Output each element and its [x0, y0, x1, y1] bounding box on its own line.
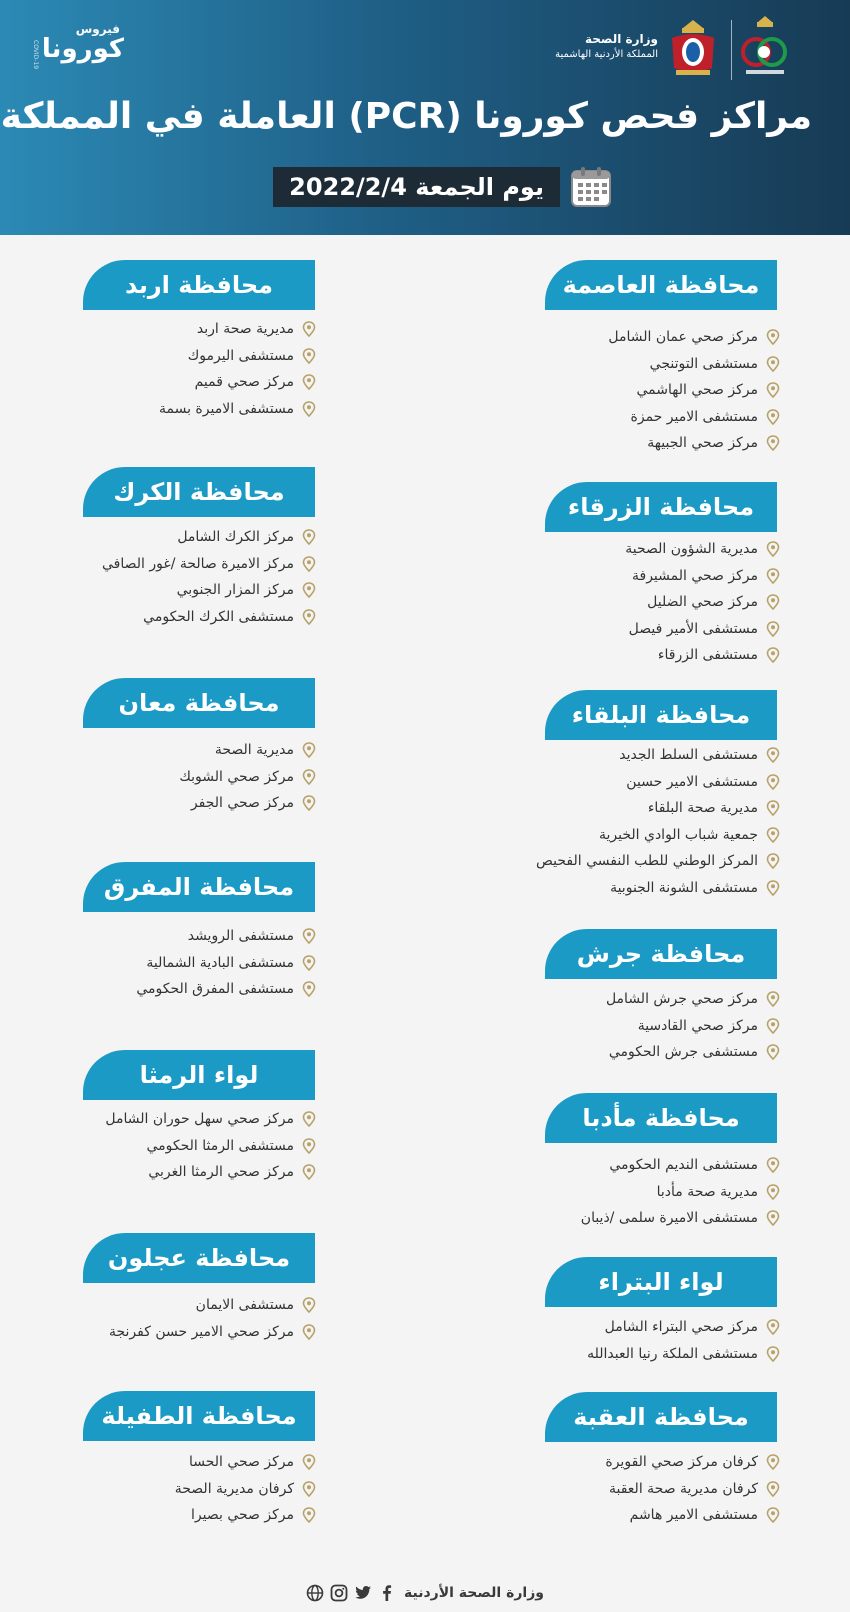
list-item	[105, 1106, 316, 1133]
calendar-icon	[570, 166, 612, 208]
list-item	[608, 404, 780, 431]
region-header-ajloun: محافظة عجلون	[83, 1233, 315, 1283]
location-pin-icon	[766, 1018, 780, 1034]
list-item-text: مديرية الشؤون الصحية	[625, 541, 758, 558]
list-item	[175, 1449, 316, 1476]
region-header-petra: لواء البتراء	[545, 1257, 777, 1307]
location-pin-icon	[302, 609, 316, 625]
list-item	[536, 875, 780, 902]
corona-logo-tag: COVID-19	[32, 40, 39, 70]
list-item-text: مركز صحي الحسا	[188, 1454, 294, 1471]
region-header-jerash: محافظة جرش	[545, 929, 777, 979]
centenary-emblem-icon	[740, 16, 790, 80]
location-pin-icon	[766, 1454, 780, 1470]
location-pin-icon	[302, 928, 316, 944]
list-item	[175, 1502, 316, 1529]
region-list-ajloun	[109, 1292, 316, 1345]
list-item-text: كرفان مديرية صحة العقبة	[608, 1480, 758, 1497]
list-item-text: مديرية صحة اربد	[196, 321, 294, 338]
location-pin-icon	[302, 1111, 316, 1127]
region-list-madaba	[581, 1152, 780, 1232]
list-item	[587, 1314, 780, 1341]
corona-logo	[28, 22, 138, 72]
list-item	[581, 1152, 780, 1179]
location-pin-icon	[766, 409, 780, 425]
globe-icon[interactable]	[306, 1584, 324, 1602]
social-icons	[306, 1584, 396, 1602]
list-item-text: مستشفى الأمير فيصل	[628, 620, 758, 637]
list-item-text: مركز صحي القادسية	[637, 1017, 758, 1034]
location-pin-icon	[302, 556, 316, 572]
list-item-text: مركز صحي الجفر	[190, 795, 294, 812]
location-pin-icon	[766, 1481, 780, 1497]
list-item-text: مركز صحي بصيرا	[191, 1507, 294, 1524]
location-pin-icon	[302, 348, 316, 364]
location-pin-icon	[766, 747, 780, 763]
location-pin-icon	[766, 1157, 780, 1173]
list-item	[179, 737, 316, 764]
location-pin-icon	[302, 742, 316, 758]
region-header-karak: محافظة الكرك	[83, 467, 315, 517]
list-item	[625, 642, 780, 669]
list-item	[179, 790, 316, 817]
location-pin-icon	[766, 435, 780, 451]
list-item	[581, 1179, 780, 1206]
list-item-text: مستشفى السلط الجديد	[619, 747, 758, 764]
list-item	[606, 1013, 780, 1040]
location-pin-icon	[302, 981, 316, 997]
location-pin-icon	[302, 582, 316, 598]
location-pin-icon	[302, 795, 316, 811]
list-item-text: مستشفى الشونة الجنوبية	[610, 879, 758, 896]
list-item-text: مستشفى الامير حمزة	[630, 408, 758, 425]
location-pin-icon	[302, 955, 316, 971]
list-item	[159, 316, 316, 343]
list-item-text: مركز صحي عمان الشامل	[608, 329, 758, 346]
list-item	[536, 769, 780, 796]
location-pin-icon	[302, 1454, 316, 1470]
list-item-text: مديرية صحة مأدبا	[656, 1183, 758, 1200]
region-header-madaba: محافظة مأدبا	[545, 1093, 777, 1143]
list-item	[606, 986, 780, 1013]
location-pin-icon	[302, 374, 316, 390]
region-list-tafileh	[175, 1449, 316, 1529]
list-item-text: مركز صحي الامير حسن كفرنجة	[108, 1323, 294, 1340]
location-pin-icon	[766, 594, 780, 610]
list-item	[159, 343, 316, 370]
location-pin-icon	[766, 800, 780, 816]
list-item-text: مركز صحي الجبيهة	[647, 435, 758, 452]
location-pin-icon	[766, 1044, 780, 1060]
location-pin-icon	[766, 329, 780, 345]
corona-logo-big: كورونا	[41, 34, 124, 64]
list-item	[581, 1205, 780, 1232]
list-item	[605, 1476, 780, 1503]
ministry-name	[555, 32, 658, 60]
location-pin-icon	[302, 1507, 316, 1523]
list-item-text: مركز الكرك الشامل	[177, 529, 294, 546]
list-item-text: مستشفى جرش الحكومي	[608, 1044, 758, 1061]
location-pin-icon	[766, 647, 780, 663]
region-header-ramtha: لواء الرمثا	[83, 1050, 315, 1100]
location-pin-icon	[766, 991, 780, 1007]
list-item-text: مستشفى البادية الشمالية	[146, 954, 294, 971]
list-item-text: مستشفى الكرك الحكومي	[143, 608, 294, 625]
location-pin-icon	[766, 853, 780, 869]
location-pin-icon	[766, 621, 780, 637]
list-item	[136, 923, 316, 950]
list-item	[536, 742, 780, 769]
list-item	[102, 604, 316, 631]
list-item	[625, 563, 780, 590]
list-item	[175, 1476, 316, 1503]
list-item	[109, 1292, 316, 1319]
location-pin-icon	[766, 1346, 780, 1362]
location-pin-icon	[766, 1319, 780, 1335]
location-pin-icon	[766, 827, 780, 843]
region-list-balqa	[536, 742, 780, 901]
location-pin-icon	[302, 1297, 316, 1313]
corona-logo-small: فيروس	[75, 22, 120, 36]
list-item	[587, 1341, 780, 1368]
list-item	[625, 616, 780, 643]
list-item-text: مستشفى النديم الحكومي	[609, 1157, 758, 1174]
list-item	[109, 1319, 316, 1346]
location-pin-icon	[302, 1481, 316, 1497]
list-item	[102, 551, 316, 578]
location-pin-icon	[766, 356, 780, 372]
list-item-text: مركز صحي الشوبك	[179, 768, 294, 785]
region-list-zarqa	[625, 536, 780, 669]
region-header-aqaba: محافظة العقبة	[545, 1392, 777, 1442]
region-list-irbid	[159, 316, 316, 422]
region-header-capital: محافظة العاصمة	[545, 260, 777, 310]
logo-divider	[731, 20, 732, 80]
location-pin-icon	[302, 1164, 316, 1180]
footer-ministry: وزارة الصحة الأردنية	[404, 1585, 544, 1601]
location-pin-icon	[302, 401, 316, 417]
list-item	[608, 324, 780, 351]
royal-crest-icon	[668, 18, 718, 78]
list-item	[625, 589, 780, 616]
list-item-text: مركز الاميرة صالحة /غور الصافي	[102, 555, 294, 572]
list-item-text: كرفان مديرية الصحة	[174, 1480, 294, 1497]
list-item-text: مستشفى المفرق الحكومي	[136, 981, 294, 998]
ministry-line2: المملكة الأردنية الهاشمية	[555, 49, 658, 60]
location-pin-icon	[302, 769, 316, 785]
list-item-text: مركز صحي جرش الشامل	[605, 991, 758, 1008]
ministry-logos	[536, 14, 796, 84]
list-item	[605, 1449, 780, 1476]
region-header-maan: محافظة معان	[83, 678, 315, 728]
list-item	[605, 1502, 780, 1529]
list-item	[105, 1133, 316, 1160]
list-item	[136, 976, 316, 1003]
list-item-text: مركز صحي سهل حوران الشامل	[105, 1111, 294, 1128]
location-pin-icon	[766, 568, 780, 584]
list-item-text: مركز صحي البتراء الشامل	[604, 1319, 758, 1336]
list-item-text: مستشفى الامير حسين	[626, 773, 758, 790]
location-pin-icon	[302, 321, 316, 337]
date-label: يوم الجمعة 2022/2/4	[273, 167, 560, 207]
list-item-text: مستشفى الاميرة سلمى /ذيبان	[580, 1210, 758, 1227]
region-list-capital	[608, 324, 780, 457]
list-item	[179, 764, 316, 791]
list-item-text: مديرية صحة البلقاء	[647, 800, 758, 817]
location-pin-icon	[302, 529, 316, 545]
location-pin-icon	[766, 1210, 780, 1226]
list-item	[536, 848, 780, 875]
list-item-text: مركز صحي الرمثا الغربي	[148, 1164, 294, 1181]
location-pin-icon	[766, 774, 780, 790]
instagram-icon[interactable]	[330, 1584, 348, 1602]
list-item	[159, 396, 316, 423]
location-pin-icon	[766, 880, 780, 896]
list-item-text: مستشفى الرويشد	[187, 928, 294, 945]
list-item-text: مركز صحي الهاشمي	[636, 382, 758, 399]
list-item	[608, 430, 780, 457]
list-item-text: مركز صحي قميم	[194, 374, 294, 391]
list-item	[608, 377, 780, 404]
list-item	[625, 536, 780, 563]
list-item-text: مستشفى الامير هاشم	[629, 1507, 758, 1524]
location-pin-icon	[766, 541, 780, 557]
twitter-icon[interactable]	[354, 1584, 372, 1602]
header-banner	[0, 0, 850, 235]
list-item	[606, 1039, 780, 1066]
list-item-text: مستشفى اليرموك	[187, 347, 294, 364]
region-list-mafraq	[136, 923, 316, 1003]
list-item	[136, 950, 316, 977]
list-item	[536, 822, 780, 849]
list-item	[536, 795, 780, 822]
location-pin-icon	[766, 1507, 780, 1523]
list-item-text: مركز صحي المشيرفة	[632, 567, 758, 584]
region-list-maan	[179, 737, 316, 817]
list-item-text: مستشفى الرمثا الحكومي	[146, 1137, 294, 1154]
location-pin-icon	[766, 382, 780, 398]
list-item-text: جمعية شباب الوادي الخيرية	[599, 826, 758, 843]
list-item-text: مديرية الصحة	[214, 742, 294, 759]
page-title: مراكز فحص كورونا (PCR) العاملة في المملكة	[0, 96, 812, 137]
location-pin-icon	[302, 1324, 316, 1340]
list-item	[159, 369, 316, 396]
region-list-ramtha	[105, 1106, 316, 1186]
region-header-mafraq: محافظة المفرق	[83, 862, 315, 912]
location-pin-icon	[302, 1138, 316, 1154]
list-item-text: مستشفى الاميرة بسمة	[159, 400, 294, 417]
region-header-irbid: محافظة اربد	[83, 260, 315, 310]
list-item-text: المركز الوطني للطب النفسي الفحيص	[536, 853, 758, 870]
region-header-tafileh: محافظة الطفيلة	[83, 1391, 315, 1441]
region-list-karak	[102, 524, 316, 630]
list-item-text: مستشفى الايمان	[195, 1297, 294, 1314]
region-list-petra	[587, 1314, 780, 1367]
facebook-icon[interactable]	[378, 1584, 396, 1602]
list-item	[105, 1159, 316, 1186]
list-item-text: مركز المزار الجنوبي	[176, 582, 294, 599]
list-item-text: مركز صحي الضليل	[647, 594, 758, 611]
list-item	[608, 351, 780, 378]
region-header-balqa: محافظة البلقاء	[545, 690, 777, 740]
list-item	[102, 577, 316, 604]
date-row	[273, 164, 612, 210]
list-item-text: كرفان مركز صحي القويرة	[605, 1454, 758, 1471]
region-header-zarqa: محافظة الزرقاء	[545, 482, 777, 532]
footer	[0, 1578, 850, 1608]
ministry-line1: وزارة الصحة	[584, 32, 658, 46]
list-item	[102, 524, 316, 551]
location-pin-icon	[766, 1184, 780, 1200]
region-list-jerash	[606, 986, 780, 1066]
list-item-text: مستشفى التوتنجي	[649, 355, 758, 372]
list-item-text: مستشفى الملكة رنيا العبدالله	[587, 1345, 758, 1362]
list-item-text: مستشفى الزرقاء	[657, 647, 758, 664]
region-list-aqaba	[605, 1449, 780, 1529]
